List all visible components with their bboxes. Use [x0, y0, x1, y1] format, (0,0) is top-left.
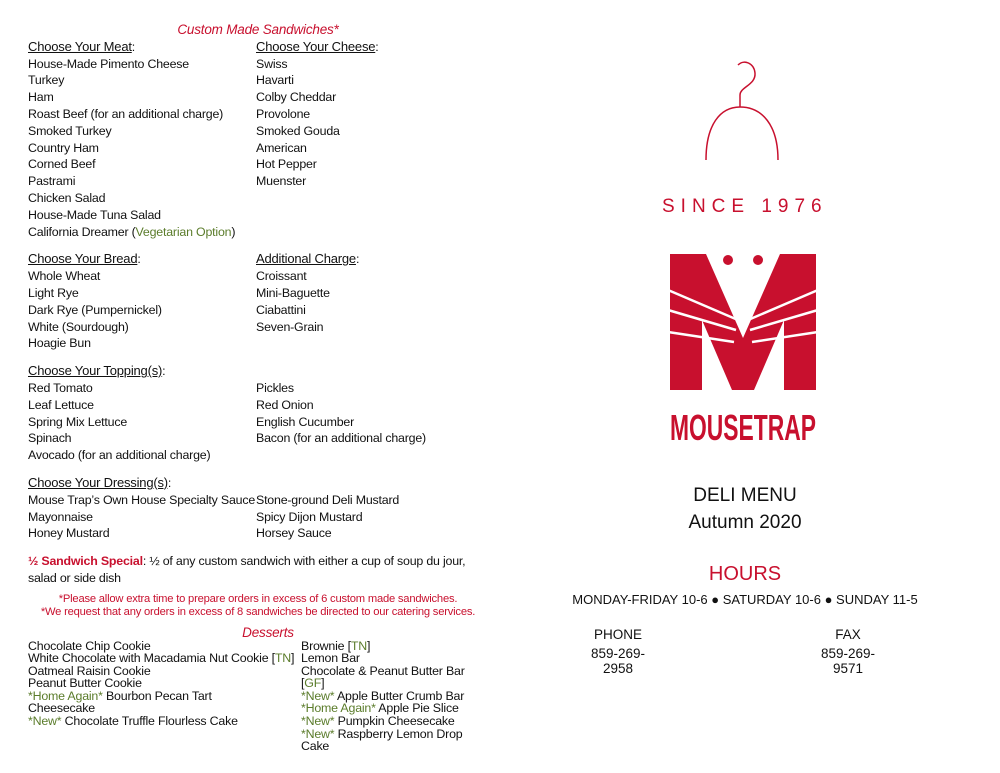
topping-item: Red Onion: [256, 397, 314, 412]
topping-item: Bacon (for an additional charge): [256, 431, 426, 446]
dessert-item: *New* Apple Butter Crumb Bar: [301, 688, 465, 703]
topping-item: Spring Mix Lettuce: [28, 414, 128, 429]
additional-charge-item: Croissant: [256, 269, 307, 284]
dessert-item: Chocolate Chip Cookie: [28, 638, 151, 653]
additional-charge-header: Additional Charge: [256, 251, 356, 267]
dessert-item: *New* Pumpkin Cheesecake: [301, 714, 455, 729]
topping-item: Red Tomato: [28, 380, 93, 395]
hanger-icon: [700, 55, 785, 165]
dressing-item: Mouse Trap’s Own House Specialty Sauce: [28, 492, 256, 507]
dressing-item: Stone-ground Deli Mustard: [256, 492, 400, 507]
topping-header: Choose Your Topping(s): [28, 363, 163, 379]
dessert-badge: *New*: [28, 714, 62, 729]
dessert-badge: *New*: [301, 726, 335, 741]
cheese-item: American: [256, 140, 307, 155]
topping-list-right: [256, 380, 488, 464]
sandwich-menu: Custom Made Sandwiches* Choose Your Meat: Choose Your Cheese: House-Made Pimento Cheese Turkey Ham Roast Beef (for an additional charge) Smoked Turkey Country Ham Corned Beef Pastrami Chicken Salad House-Made Tuna Salad Swiss Havarti Colby Cheddar Provolone Smoked Gouda American Hot Pepper Muenster California Dreamer (Vegetarian Option) Choose Your Bread: Additional Charge: Whole Wheat Light Rye Dark Rye (Pumpernickel) White (Sourdough) Hoagie Bun Croissant Mini-Baguette Ciabattini Seven-Grain Choose Your Topping(s): Red Tomato Leaf Lettuce Spring Mix Lettuce Spinach Avocado (for an additional charge) Pickles Red Onion English Cucumber Bacon (for an additional charge) Choose Your Dressing(s): Mouse Trap’s Own House Specialty Sauce Mayonnaise Honey Mustard Stone-ground Deli Mustard Spicy Dijon Mustard Horsey Sauce ½ Sandwich Special: ½ of any custom sandwich with either a cup of soup du jour, salad or side dish *Please allow extra time to prepare orders in excess of 6 custom made sandwiches. *We request that any orders in excess of 8 sandwiches be directed to our catering services. Desserts Chocolate Chip Cookie White Chocolate with Macadamia Nut Cookie [TN] Oatmeal Raisin Cookie Peanut Butter Cookie *Home Again* Bourbon Pecan Tart Cheesecake *New* Chocolate Truffle Flourless Cake Brownie [TN] Lemon Bar Chocolate & Peanut Butter Bar [GF] *New* Apple Butter Crumb Bar *Home Again* Apple Pie Slice *New* Pumpkin Cheesecake *New* Raspberry Lemon Drop Cake: [28, 22, 488, 753]
fax-label: FAX: [835, 627, 861, 642]
phone-block: [578, 627, 658, 676]
dessert-item: Oatmeal Raisin Cookie: [28, 663, 151, 678]
bread-list: [28, 268, 256, 352]
bread-item: Whole Wheat: [28, 269, 101, 284]
menu-season: Autumn 2020: [688, 512, 802, 533]
additional-charge-item: Ciabattini: [256, 302, 306, 317]
dessert-item: Lemon Bar: [301, 651, 360, 666]
cheese-item: Havarti: [256, 73, 294, 88]
dessert-item: *New* Raspberry Lemon Drop Cake: [301, 726, 463, 754]
dressing-item: Spicy Dijon Mustard: [256, 509, 363, 524]
meat-item: Roast Beef (for an additional charge): [28, 106, 224, 121]
cheese-item: Colby Cheddar: [256, 90, 337, 105]
phone-number[interactable]: 859-269-2958: [590, 646, 646, 676]
meat-item: Corned Beef: [28, 157, 96, 172]
topping-item: Leaf Lettuce: [28, 397, 94, 412]
menu-title-block: [560, 482, 930, 536]
dessert-tag: GF: [304, 676, 322, 691]
half-sandwich-special: ½ Sandwich Special: ½ of any custom sandwich with either a cup of soup du jour, salad or side dish: [28, 554, 466, 585]
cheese-item: Swiss: [256, 56, 288, 71]
meat-item: Chicken Salad: [28, 190, 106, 205]
dressing-list-right: [256, 492, 488, 542]
note-six-sandwiches: *Please allow extra time to prepare orders in excess of 6 custom made sandwiches.: [58, 592, 458, 605]
note-eight-sandwiches: *We request that any orders in excess of 8 sandwiches be directed to our catering services.: [40, 605, 476, 618]
topping-item: Avocado (for an additional charge): [28, 448, 211, 463]
meat-item: Smoked Turkey: [28, 123, 112, 138]
additional-charge-item: Seven-Grain: [256, 319, 324, 334]
dessert-item: Peanut Butter Cookie: [28, 676, 142, 691]
dessert-item: Cheesecake: [28, 701, 95, 716]
dessert-badge: *New*: [301, 714, 335, 729]
dessert-item: *Home Again* Apple Pie Slice: [301, 701, 459, 716]
dessert-badge: *New*: [301, 688, 335, 703]
menu-title: DELI MENU: [693, 485, 797, 506]
additional-charge-item: Mini-Baguette: [256, 285, 330, 300]
cheese-header: Choose Your Cheese: [256, 38, 376, 54]
dessert-item: *New* Chocolate Truffle Flourless Cake: [28, 714, 238, 729]
topping-item: English Cucumber: [256, 414, 355, 429]
dressing-item: Horsey Sauce: [256, 526, 332, 541]
bread-item: Light Rye: [28, 285, 79, 300]
topping-item: Pickles: [256, 380, 294, 395]
additional-list: [256, 268, 488, 352]
cheese-item: Muenster: [256, 174, 307, 189]
cheese-item: Hot Pepper: [256, 157, 317, 172]
bread-item: Dark Rye (Pumpernickel): [28, 302, 162, 317]
meat-item: Turkey: [28, 73, 65, 88]
hours-line: MONDAY-FRIDAY 10-6 ● SATURDAY 10-6 ● SUNDAY 11-5: [572, 592, 918, 607]
dessert-item: Brownie [TN]: [301, 638, 371, 653]
fax-block: [808, 627, 888, 676]
meat-item: Pastrami: [28, 174, 76, 189]
vegetarian-option: Vegetarian Option: [135, 224, 232, 239]
dressing-item: Honey Mustard: [28, 526, 110, 541]
meat-item: Country Ham: [28, 140, 99, 155]
meat-item: House-Made Pimento Cheese: [28, 56, 189, 71]
phone-label: PHONE: [593, 627, 642, 642]
dessert-item: Chocolate & Peanut Butter Bar [GF]: [301, 663, 465, 691]
cheese-item: Provolone: [256, 106, 310, 121]
topping-list-left: [28, 380, 256, 464]
meat-list: [28, 56, 256, 224]
sandwiches-title: Custom Made Sandwiches*: [177, 22, 339, 37]
dressing-list-left: [28, 492, 256, 542]
dressing-header: Choose Your Dressing(s): [28, 474, 168, 490]
dessert-item: White Chocolate with Macadamia Nut Cookie [TN]: [28, 651, 295, 666]
cheese-item: Smoked Gouda: [256, 123, 340, 138]
meat-item: House-Made Tuna Salad: [28, 207, 161, 222]
dessert-badge: *Home Again*: [301, 701, 376, 716]
dressing-item: Mayonnaise: [28, 509, 93, 524]
hours-title: HOURS: [708, 563, 782, 585]
meat-item: Ham: [28, 90, 54, 105]
meat-header: Choose Your Meat: [28, 38, 132, 54]
brand-name: MOUSETRAP: [670, 407, 816, 448]
meat-item-california: California Dreamer (Vegetarian Option): [28, 224, 236, 239]
dessert-tag: TN: [350, 638, 367, 653]
dessert-tag: TN: [274, 651, 292, 666]
since-label: SINCE 1976: [662, 196, 828, 217]
cheese-list: [256, 56, 488, 224]
bread-item: White (Sourdough): [28, 319, 129, 334]
bread-header: Choose Your Bread: [28, 251, 138, 267]
mousetrap-logo-icon: [668, 250, 818, 450]
bread-item: Hoagie Bun: [28, 336, 91, 351]
dessert-list-right: [301, 640, 488, 753]
topping-item: Spinach: [28, 431, 72, 446]
dessert-item: *Home Again* Bourbon Pecan Tart: [28, 688, 212, 703]
desserts-title: Desserts: [242, 624, 294, 640]
dessert-list-left: [28, 640, 301, 753]
dessert-badge: *Home Again*: [28, 688, 103, 703]
fax-number: 859-269-9571: [820, 646, 876, 676]
